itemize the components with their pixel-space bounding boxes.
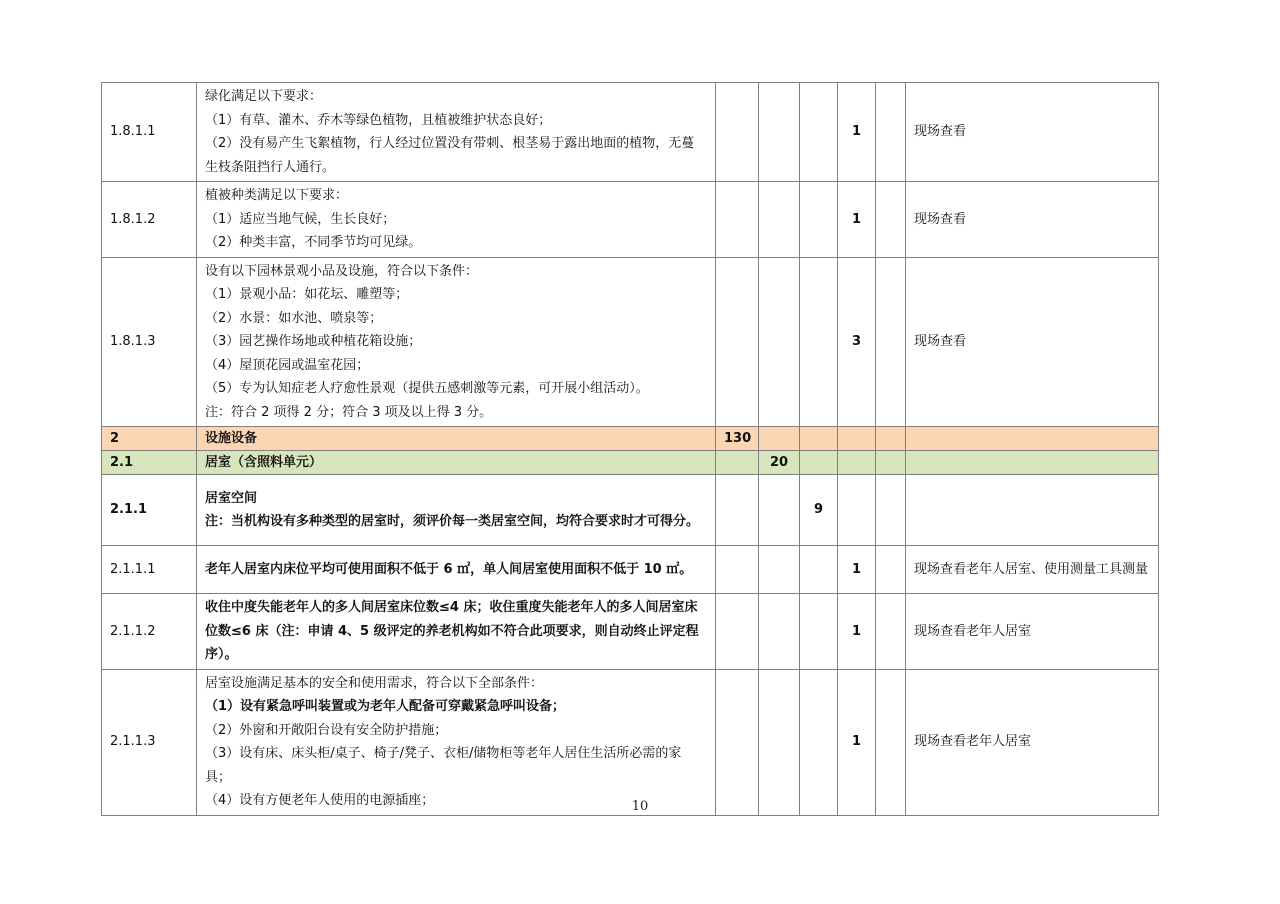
empty-cell [876, 451, 906, 475]
section-title: 设施设备 [197, 427, 716, 451]
item-code: 1.8.1.3 [102, 257, 197, 427]
empty-cell [759, 257, 800, 427]
empty-cell [838, 475, 876, 546]
empty-cell [800, 451, 838, 475]
table-row [102, 182, 1159, 258]
item-description: 植被种类满足以下要求： （1）适应当地气候，生长良好； （2）种类丰富，不同季节均可见绿。 [197, 182, 716, 258]
empty-cell [800, 427, 838, 451]
empty-cell [716, 594, 759, 670]
empty-cell [759, 182, 800, 258]
item-score: 1 [838, 546, 876, 594]
item-score: 1 [838, 83, 876, 182]
empty-cell [800, 182, 838, 258]
empty-cell [876, 669, 906, 815]
table-row [102, 83, 1159, 182]
item-code: 1.8.1.2 [102, 182, 197, 258]
empty-cell [876, 83, 906, 182]
empty-cell [800, 669, 838, 815]
empty-cell [876, 427, 906, 451]
item-code: 2.1.1 [102, 475, 197, 546]
item-score: 1 [838, 594, 876, 670]
empty-cell [800, 257, 838, 427]
empty-cell [838, 451, 876, 475]
item-score: 9 [800, 475, 838, 546]
item-code: 2.1.1.1 [102, 546, 197, 594]
page-number: 10 [631, 799, 649, 814]
item-code: 2.1.1.3 [102, 669, 197, 815]
evaluation-table [101, 82, 1159, 816]
section-code: 2.1 [102, 451, 197, 475]
empty-cell [759, 427, 800, 451]
empty-cell [876, 475, 906, 546]
empty-cell [716, 546, 759, 594]
check-method: 现场查看 [906, 257, 1159, 427]
empty-cell [800, 83, 838, 182]
empty-cell [716, 451, 759, 475]
check-method: 现场查看老年人居室 [906, 669, 1159, 815]
table-row [102, 669, 1159, 815]
empty-cell [716, 669, 759, 815]
table-row [102, 546, 1159, 594]
empty-cell [759, 594, 800, 670]
section-score: 130 [716, 427, 759, 451]
item-score: 3 [838, 257, 876, 427]
check-method: 现场查看老年人居室 [906, 594, 1159, 670]
check-method: 现场查看 [906, 83, 1159, 182]
empty-cell [716, 475, 759, 546]
empty-cell [800, 594, 838, 670]
empty-cell [716, 182, 759, 258]
empty-cell [759, 475, 800, 546]
check-method: 现场查看老年人居室、使用测量工具测量 [906, 546, 1159, 594]
empty-cell [800, 546, 838, 594]
table-row [102, 475, 1159, 546]
empty-cell [759, 83, 800, 182]
item-description: 收住中度失能老年人的多人间居室床位数≤4 床；收住重度失能老年人的多人间居室床位数≤6 床（注：申请 4、5 级评定的养老机构如不符合此项要求，则自动终止评定程序）。 [197, 594, 716, 670]
item-description: 老年人居室内床位平均可使用面积不低于 6 ㎡，单人间居室使用面积不低于 10 ㎡。 [197, 546, 716, 594]
item-description: 居室设施满足基本的安全和使用需求，符合以下全部条件： （1）设有紧急呼叫装置或为老年人配备可穿戴紧急呼叫设备； （2）外窗和开敞阳台设有安全防护措施； （3）设有床、床头柜/桌子、椅子/凳子、衣柜/储物柜等老年人居住生活所必需的家具； （4）设有方便老年人使用的电源插座； [197, 669, 716, 815]
empty-cell [876, 594, 906, 670]
section-title: 居室（含照料单元） [197, 451, 716, 475]
empty-cell [759, 546, 800, 594]
section-score: 20 [759, 451, 800, 475]
section-code: 2 [102, 427, 197, 451]
empty-cell [906, 427, 1159, 451]
item-score: 1 [838, 182, 876, 258]
item-code: 2.1.1.2 [102, 594, 197, 670]
empty-cell [906, 475, 1159, 546]
empty-cell [876, 546, 906, 594]
empty-cell [716, 257, 759, 427]
item-description: 绿化满足以下要求： （1）有草、灌木、乔木等绿色植物，且植被维护状态良好； （2）没有易产生飞絮植物，行人经过位置没有带刺、根茎易于露出地面的植物，无蔓生枝条阻挡行人通行。 [197, 83, 716, 182]
empty-cell [876, 182, 906, 258]
section-row-main [102, 427, 1159, 451]
item-description: 居室空间 注：当机构设有多种类型的居室时，须评价每一类居室空间，均符合要求时才可得分。 [197, 475, 716, 546]
item-score: 1 [838, 669, 876, 815]
empty-cell [876, 257, 906, 427]
empty-cell [716, 83, 759, 182]
item-code: 1.8.1.1 [102, 83, 197, 182]
empty-cell [906, 451, 1159, 475]
check-method: 现场查看 [906, 182, 1159, 258]
section-row-sub [102, 451, 1159, 475]
table-row [102, 594, 1159, 670]
table-row [102, 257, 1159, 427]
empty-cell [838, 427, 876, 451]
empty-cell [759, 669, 800, 815]
item-description: 设有以下园林景观小品及设施，符合以下条件： （1）景观小品：如花坛、雕塑等； （2）水景：如水池、喷泉等； （3）园艺操作场地或种植花箱设施； （4）屋顶花园或温室花园； （5）专为认知症老人疗愈性景观（提供五感刺激等元素，可开展小组活动）。 注：符合 2 项得 2 分；符合 3 项及以上得 3 分。 [197, 257, 716, 427]
